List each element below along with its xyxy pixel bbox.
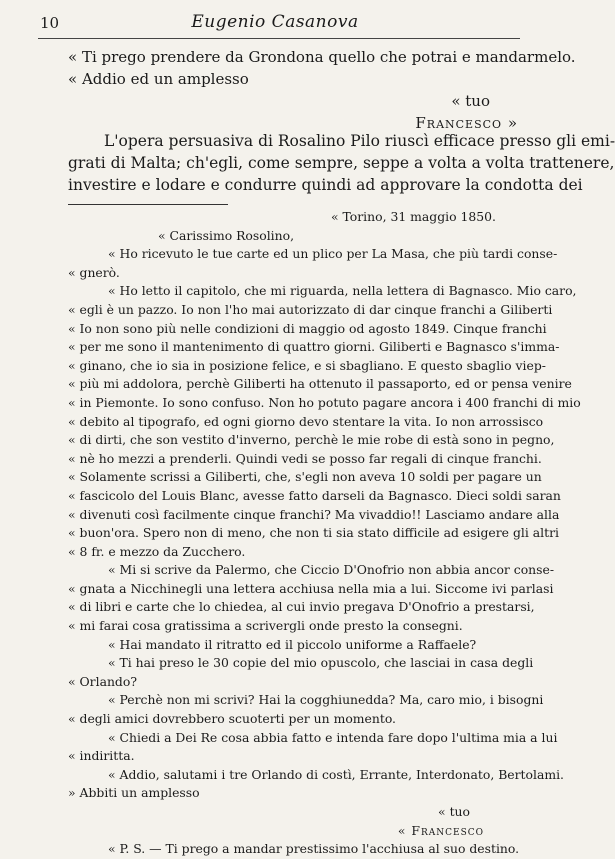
closing: « tuo xyxy=(451,92,490,110)
letter-line: « Hai mandato il ritratto ed il piccolo uniforme a Raffaele? xyxy=(108,636,477,652)
letter-line: « 8 fr. e mezzo da Zucchero. xyxy=(68,543,246,559)
letter-line: « per me sono il mantenimento di quattro giorni. Giliberti e Bagnasco s'imma- xyxy=(68,339,560,355)
letter-closing: « tuo xyxy=(438,804,470,819)
letter-line: « Mi si scrive da Palermo, che Ciccio D'Onofrio non abbia ancor conse- xyxy=(108,562,555,578)
letter-line: « Ho ricevuto le tue carte ed un plico per La Masa, che più tardi conse- xyxy=(108,246,558,262)
top-letter-fragment xyxy=(68,46,576,134)
letter-line: « più mi addolora, perchè Giliberti ha ottenuto il passaporto, ed or pensa venire xyxy=(68,376,572,392)
letter-line: « Addio, salutami i tre Orlando di costì, Errante, Interdonato, Bertolami. xyxy=(108,766,564,782)
letter-line: « egli è un pazzo. Io non l'ho mai autorizzato di dar cinque franchi a Giliberti xyxy=(68,301,553,317)
page-number: 10 xyxy=(40,14,60,32)
letter-line: « gnata a Nicchinegli una lettera acchiusa nella mia a lui. Siccome ivi parlasi xyxy=(68,580,554,596)
letter-line: « nè ho mezzi a prenderli. Quindi vedi se posso far regali di cinque franchi. xyxy=(68,450,542,466)
signature: Francesco » xyxy=(415,114,518,132)
letter-line: « di dirti, che son vestito d'inverno, perchè le mie robe di està sono in pegno, xyxy=(68,432,555,448)
text-line: L'opera persuasiva di Rosalino Pilo riuscì efficace presso gli emi- xyxy=(104,132,615,150)
letter-line: « Ti hai preso le 30 copie del mio opuscolo, che lasciai in casa degli xyxy=(108,655,534,671)
letter-line: « buon'ora. Spero non di meno, che non ti sia stato difficile ad esigere gli altri xyxy=(68,525,559,541)
text-line: investire e lodare e condurre quindi ad approvare la condotta dei xyxy=(68,176,583,194)
letter-line: « Solamente scrissi a Giliberti, che, s'egli non aveva 10 soldi per pagare un xyxy=(68,469,542,485)
letter-line: « Perchè non mi scrivi? Hai la cogghiunedda? Ma, caro mio, i bisogni xyxy=(108,692,544,708)
text-line: « Ti prego prendere da Grondona quello che potrai e mandarmelo. xyxy=(68,48,576,66)
letter-body xyxy=(68,245,581,803)
letter-line: « Io non sono più nelle condizioni di maggio od agosto 1849. Cinque franchi xyxy=(68,320,547,336)
letter-line: « ginano, che io sia in posizione felice, e si sbagliano. E questo sbaglio viep- xyxy=(68,357,546,373)
letter-line: « divenuti così facilmente cinque franchi? Ma vivaddio!! Lasciamo andare alla xyxy=(68,506,560,522)
letter-line: « in Piemonte. Io sono confuso. Non ho potuto pagare ancora i 400 franchi di mio xyxy=(68,394,581,410)
letter-line: « Orlando? xyxy=(68,673,137,689)
postscript: « P. S. — Ti prego a mandar prestissimo l'acchiusa al suo destino. xyxy=(108,841,520,857)
letter-line: « debito al tipografo, ed ogni giorno devo stentare la vita. Io non arrossisco xyxy=(68,413,544,429)
footnote-rule xyxy=(68,204,228,205)
letter-line: « gnerò. xyxy=(68,264,120,280)
page-header xyxy=(40,8,510,36)
letter-line: « Chiedi a Dei Re cosa abbia fatto e intenda fare dopo l'ultima mia a lui xyxy=(108,729,558,745)
letter-signature: « Francesco xyxy=(397,822,484,838)
letter-line: » Abbiti un amplesso xyxy=(68,785,200,801)
letter-date: « Torino, 31 maggio 1850. xyxy=(330,209,496,224)
letter-salutation: « Carissimo Rosolino, xyxy=(158,227,295,243)
header-rule xyxy=(38,38,520,39)
letter-line: « Ho letto il capitolo, che mi riguarda, nella lettera di Bagnasco. Mio caro, xyxy=(108,283,577,299)
quoted-letter xyxy=(68,208,581,859)
letter-line: « di libri e carte che lo chiedea, al cui invio pregava D'Onofrio a prestarsi, xyxy=(68,599,535,615)
letter-line: « indiritta. xyxy=(68,748,135,764)
text-line: grati di Malta; ch'egli, come sempre, seppe a volta a volta trattenere, xyxy=(68,154,615,172)
letter-line: « mi farai cosa gratissima a scrivergli onde presto la consegni. xyxy=(68,618,463,634)
running-head: Eugenio Casanova xyxy=(191,12,359,32)
text-line: « Addio ed un amplesso xyxy=(68,70,249,88)
letter-line: « fascicolo del Louis Blanc, avesse fatto darseli da Bagnasco. Dieci soldi saran xyxy=(68,487,561,503)
body-paragraph xyxy=(68,130,615,196)
letter-line: « degli amici dovrebbero scuoterti per un momento. xyxy=(68,711,396,727)
